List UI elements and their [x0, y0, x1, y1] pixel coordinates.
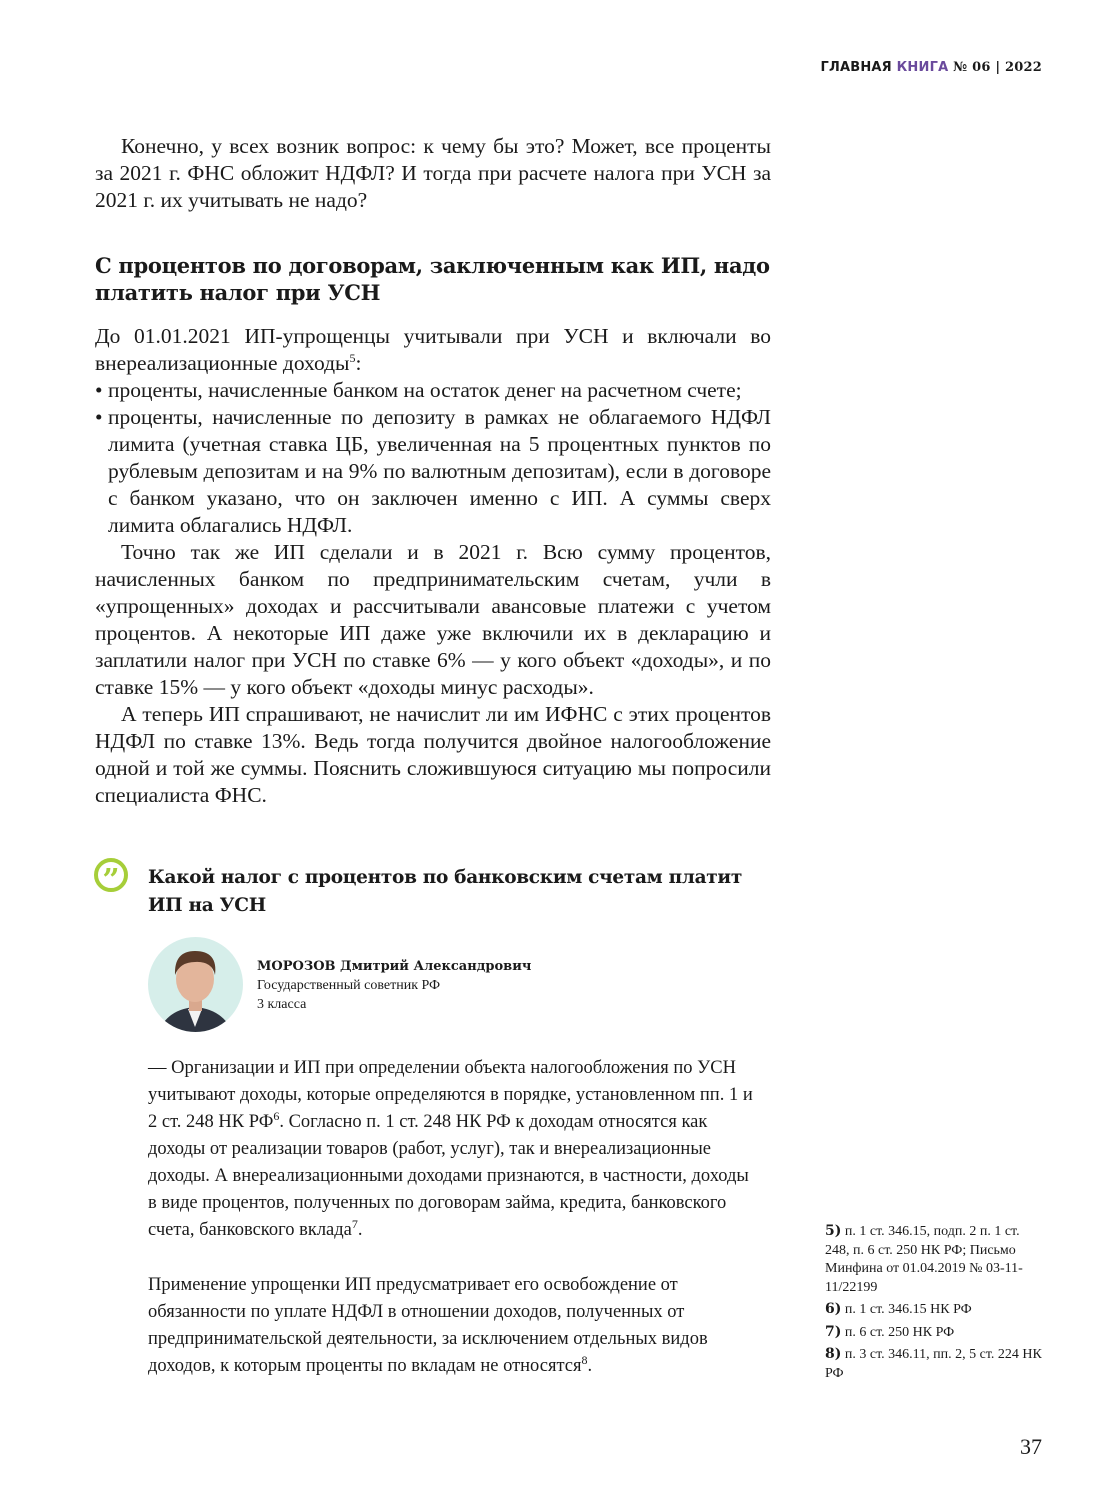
footnote	[825, 1323, 1047, 1343]
footnote	[825, 1300, 1047, 1320]
intro-paragraph	[95, 133, 771, 214]
quote-paragraph-1	[148, 1055, 760, 1244]
section-lead	[95, 323, 771, 377]
section-title: С процентов по договорам, заключенным как ИП, надо платить налог при УСН	[95, 253, 770, 305]
author-photo	[148, 937, 243, 1032]
brand-glavnaya: ГЛАВНАЯ	[820, 60, 892, 75]
quote-text: .	[587, 1356, 593, 1376]
lead-end: :	[355, 351, 362, 375]
bullet-list	[95, 377, 771, 539]
quote-text: — Организации и ИП при определении объекта налогообложения по УСН учитывают доходы, которые определяются в порядке, установленном пп. 1 и 2 ст. 248 НК РФ	[148, 1058, 753, 1132]
quote-paragraph-2	[148, 1272, 760, 1380]
portrait-icon	[148, 937, 243, 1032]
footnote-text: п. 1 ст. 346.15 НК РФ	[844, 1302, 972, 1317]
lead-text: До 01.01.2021 ИП-упрощенцы учитывали при УСН и включали во внереализационные доходы	[95, 324, 771, 375]
footnote-text: п. 1 ст. 346.15, подп. 2 п. 1 ст. 248, п. 6 ст. 250 НК РФ; Письмо Минфина от 01.04.2019 № 03-11-11/22199	[825, 1224, 1023, 1295]
author-info	[257, 957, 531, 1014]
list-item: • проценты, начисленные банком на остаток денег на расчетном счете;	[95, 377, 771, 404]
footnote-ref: 6	[273, 1108, 280, 1123]
footnote-ref: 5	[349, 350, 356, 365]
footnote-number: 6)	[825, 1301, 842, 1317]
footnote-ref: 8	[581, 1352, 588, 1367]
footnote-number: 7)	[825, 1323, 842, 1340]
footnote-text: п. 6 ст. 250 НК РФ	[844, 1324, 955, 1340]
brand-kniga: КНИГА	[896, 60, 949, 75]
quote-icon: ”	[94, 858, 128, 892]
page-number: 37	[1020, 1434, 1042, 1459]
running-header	[820, 60, 1042, 75]
list-item: • проценты, начисленные по депозиту в рамках не облагаемого НДФЛ лимита (учетная ставка ЦБ, увеличенная на 5 процентных пунктов по рублевым депозитам и на 9% по валютным депозитам), если в договоре с банком указано, что он заключен именно с ИП. А суммы сверх лимита облагались НДФЛ.	[95, 404, 771, 539]
section-heading-block	[95, 252, 771, 306]
quote-text: Применение упрощенки ИП предусматривает его освобождение от обязанности по уплате НДФЛ в отношении доходов, полученных от предпринимательской деятельности, за исключением отдельных видов доходов, к которым проценты по вкладам не относятся	[148, 1275, 708, 1376]
quote-text: . Согласно п. 1 ст. 248 НК РФ к доходам относятся как доходы от реализации товаров (работ, услуг), так и внереализационные доходы. А внереализационными доходами признаются, в частности, доходы в виде процентов, полученных по договорам займа, кредита, банковского счета, банковского вклада	[148, 1112, 749, 1240]
footnote	[825, 1345, 1047, 1383]
footnotes	[825, 1222, 1047, 1386]
quote-title: Какой налог с процентов по банковским счетам платит ИП на УСН	[148, 867, 743, 916]
paragraph: А теперь ИП спрашивают, не начислит ли им ИФНС с этих процентов НДФЛ по ставке 13%. Ведь тогда получится двойное налогообложение одной и той же суммы. Пояснить сложившуюся ситуацию мы попросили специалиста ФНС.	[95, 702, 771, 807]
footnote-ref: 7	[351, 1216, 358, 1231]
quote-text: .	[357, 1220, 363, 1240]
author-name: МОРОЗОВ Дмитрий Александрович	[257, 959, 532, 974]
footnote-number: 8)	[825, 1346, 842, 1362]
author-class: 3 класса	[257, 997, 307, 1012]
section-body	[95, 323, 771, 809]
paragraph: Точно так же ИП сделали и в 2021 г. Всю сумму процентов, начисленных банком по предпринимательским счетам, учли в «упрощенных» доходах и рассчитывали авансовые платежи с учетом процентов. А некоторые ИП даже уже включили их в декларацию и заплатили налог при УСН по ставке 6% — у кого объект «доходы», и по ставке 15% — у кого объект «доходы минус расходы».	[95, 540, 771, 699]
author-title: Государственный советник РФ	[257, 978, 441, 993]
footnote-number: 5)	[825, 1223, 842, 1239]
footnote-text: п. 3 ст. 346.11, пп. 2, 5 ст. 224 НК РФ	[825, 1347, 1042, 1381]
footnote	[825, 1222, 1047, 1297]
intro-text: Конечно, у всех возник вопрос: к чему бы это? Может, все проценты за 2021 г. ФНС обложит НДФЛ? И тогда при расчете налога при УСН за 2021 г. их учитывать не надо?	[95, 134, 771, 212]
issue-number: № 06 | 2022	[953, 60, 1042, 75]
